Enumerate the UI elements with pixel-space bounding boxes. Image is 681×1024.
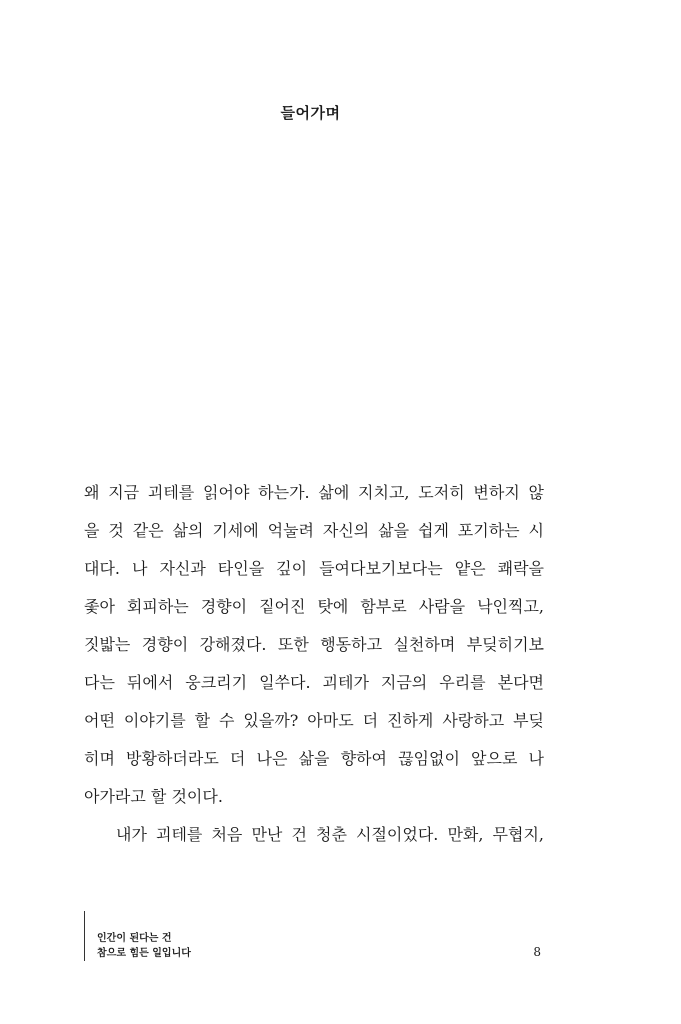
text-line: 왜 지금 괴테를 읽어야 하는가. 삶에 지치고, 도저히 변하지 않 xyxy=(84,483,544,502)
chapter-title: 들어가며 xyxy=(280,104,341,122)
footer-book-title xyxy=(97,931,191,961)
footer-book-title-line1: 인간이 된다는 건 xyxy=(97,933,172,944)
text-line: 좇아 회피하는 경향이 짙어진 탓에 함부로 사람을 낙인찍고, xyxy=(84,597,544,616)
page-number: 8 xyxy=(533,945,541,959)
text-line: 을 것 같은 삶의 기세에 억눌려 자신의 삶을 쉽게 포기하는 시 xyxy=(84,521,544,540)
text-line: 어떤 이야기를 할 수 있을까? 아마도 더 진하게 사랑하고 부딪 xyxy=(84,711,544,730)
body-text xyxy=(84,474,544,854)
text-line: 히며 방황하더라도 더 나은 삶을 향하여 끊임없이 앞으로 나 xyxy=(84,749,544,768)
footer-divider xyxy=(84,911,85,961)
text-line: 내가 괴테를 처음 만난 건 청춘 시절이었다. 만화, 무협지, xyxy=(116,825,544,844)
text-line: 대다. 나 자신과 타인을 깊이 들여다보기보다는 얕은 쾌락을 xyxy=(84,559,544,578)
footer-book-title-line2: 참으로 힘든 일입니다 xyxy=(97,948,191,959)
text-line: 아가라고 할 것이다. xyxy=(84,787,223,806)
text-line: 짓밟는 경향이 강해졌다. 또한 행동하고 실천하며 부딪히기보 xyxy=(84,635,544,654)
text-line: 다는 뒤에서 웅크리기 일쑤다. 괴테가 지금의 우리를 본다면 xyxy=(84,673,544,692)
